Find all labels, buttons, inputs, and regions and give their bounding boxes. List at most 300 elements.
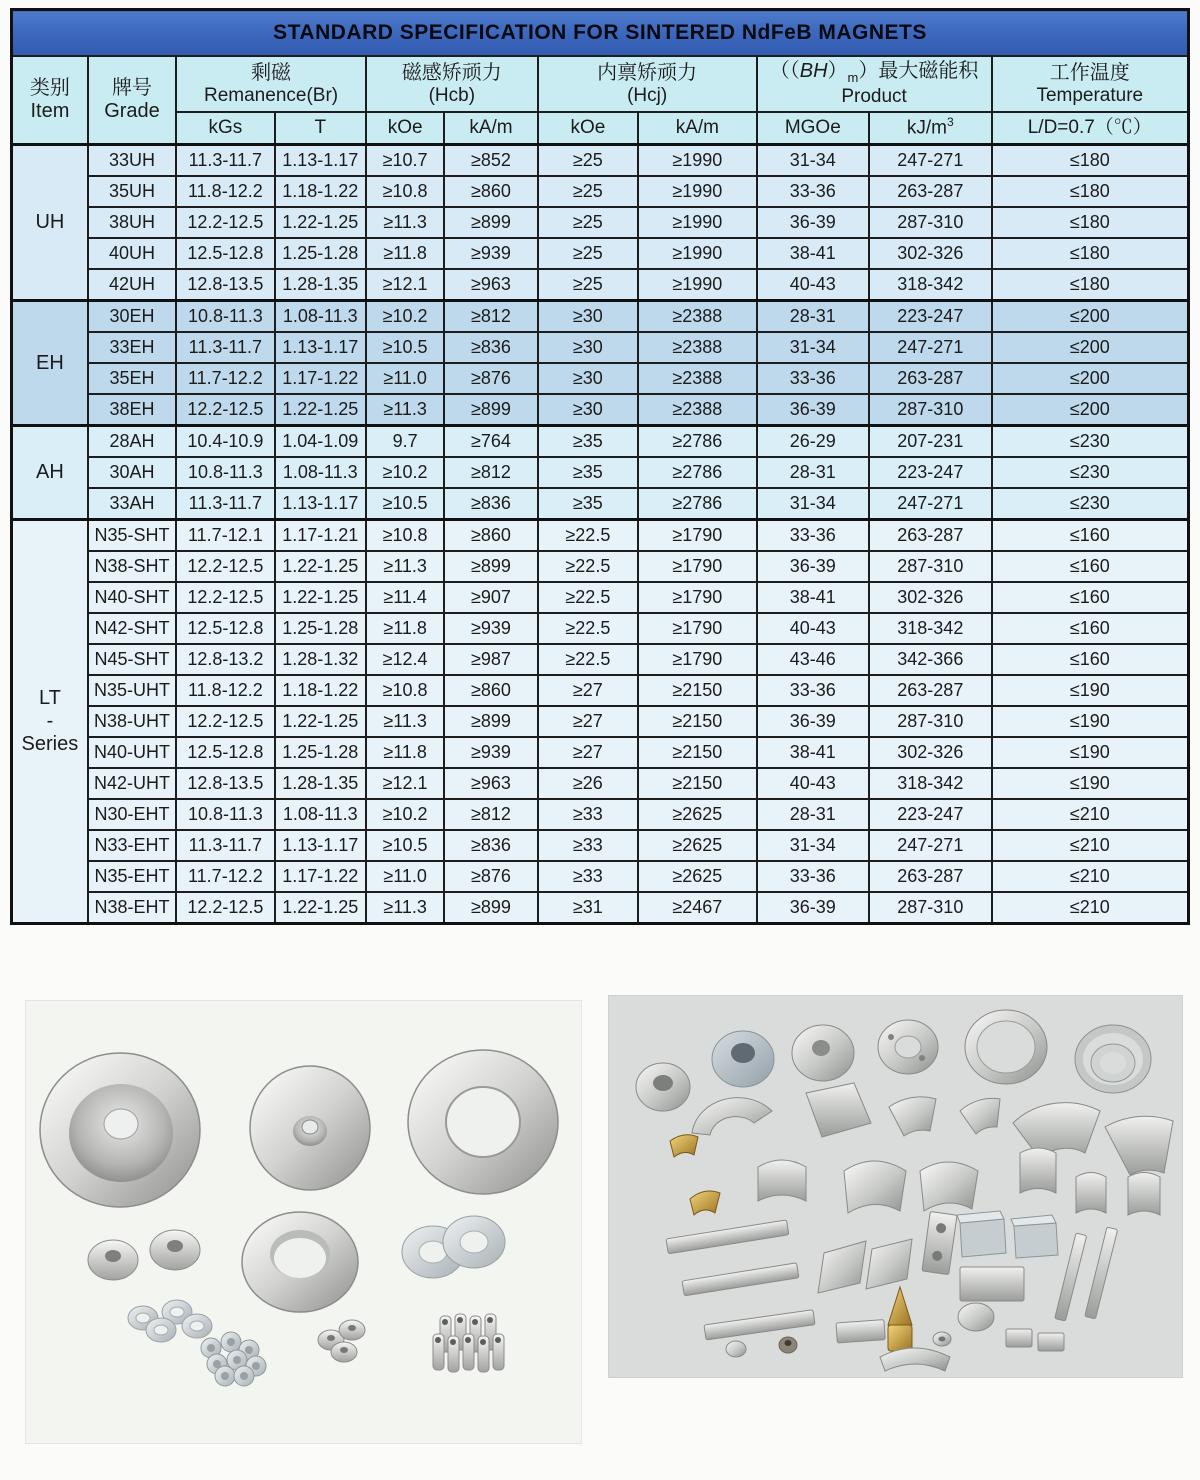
channel-arc-b — [1020, 1148, 1056, 1193]
cell-value: 31-34 — [757, 332, 869, 363]
gold-saddle-a — [670, 1135, 698, 1157]
table-row — [12, 176, 1189, 207]
cell-value: 40-43 — [757, 269, 869, 301]
table-row — [12, 861, 1189, 892]
table-row — [12, 737, 1189, 768]
cell-grade: 40UH — [88, 238, 176, 269]
cell-grade: 33EH — [88, 332, 176, 363]
cell-value: 33-36 — [757, 363, 869, 394]
unit-mgoe: MGOe — [757, 112, 869, 145]
table-row — [12, 799, 1189, 830]
spec-table — [10, 8, 1190, 925]
cell-value: ≥11.3 — [366, 394, 444, 426]
cell-value: 1.08-11.3 — [275, 301, 366, 333]
unit-hcb-kam: kA/m — [444, 112, 537, 145]
table-row — [12, 582, 1189, 613]
cell-value: ≥22.5 — [538, 582, 638, 613]
header-hcb-en: (Hcb) — [428, 84, 476, 106]
cell-value: ≤180 — [992, 145, 1189, 177]
cell-value: ≤230 — [992, 457, 1189, 488]
cell-value: 263-287 — [869, 861, 992, 892]
header-remanence — [176, 56, 366, 112]
parallelogram-pair — [818, 1239, 912, 1293]
cell-value: ≥939 — [444, 613, 537, 644]
cell-value: 12.2-12.5 — [176, 706, 274, 737]
cell-value: ≥907 — [444, 582, 537, 613]
header-product — [757, 56, 992, 112]
cell-value: ≥1790 — [638, 582, 756, 613]
cell-value: ≤160 — [992, 582, 1189, 613]
cell-value: ≤160 — [992, 520, 1189, 552]
cell-grade: 38EH — [88, 394, 176, 426]
table-row — [12, 238, 1189, 269]
cell-grade: 38UH — [88, 207, 176, 238]
cell-value: ≤210 — [992, 799, 1189, 830]
unit-hcj-koe: kOe — [538, 112, 638, 145]
table-row — [12, 145, 1189, 177]
header-hcj-cn: 内禀矫顽力 — [597, 61, 698, 84]
cell-value: 1.25-1.28 — [275, 238, 366, 269]
cell-grade: N33-EHT — [88, 830, 176, 861]
cell-value: 11.3-11.7 — [176, 332, 274, 363]
cell-value: ≥22.5 — [538, 551, 638, 582]
header-temperature-cn: 工作温度 — [1049, 61, 1130, 84]
cell-value: 28-31 — [757, 799, 869, 830]
cell-value: 247-271 — [869, 332, 992, 363]
cell-value: 43-46 — [757, 644, 869, 675]
table-row — [12, 363, 1189, 394]
cell-value: ≥10.8 — [366, 176, 444, 207]
cell-value: ≤200 — [992, 363, 1189, 394]
cell-value: 12.2-12.5 — [176, 892, 274, 924]
unit-hcj-kam: kA/m — [638, 112, 756, 145]
cell-value: 247-271 — [869, 830, 992, 861]
cell-value: 36-39 — [757, 394, 869, 426]
cell-value: ≥26 — [538, 768, 638, 799]
cell-value: ≥27 — [538, 706, 638, 737]
header-product-cn: $((BH)_m)$最大磁能积 — [769, 60, 979, 86]
cell-value: 1.17-1.22 — [275, 861, 366, 892]
group-label-uh: UH — [12, 145, 88, 301]
cell-value: ≥11.3 — [366, 892, 444, 924]
cell-value: 11.7-12.2 — [176, 861, 274, 892]
cell-value: ≥1990 — [638, 238, 756, 269]
cell-value: ≥25 — [538, 176, 638, 207]
cell-value: ≥939 — [444, 737, 537, 768]
cell-value: ≤180 — [992, 269, 1189, 301]
cell-grade: 28AH — [88, 426, 176, 458]
table-row — [12, 613, 1189, 644]
arc-segment-b — [960, 1098, 1000, 1134]
table-row — [12, 520, 1189, 552]
cell-value: ≥2625 — [638, 799, 756, 830]
cell-value: ≥31 — [538, 892, 638, 924]
cell-value: 28-31 — [757, 457, 869, 488]
cell-value: 1.08-11.3 — [275, 799, 366, 830]
cell-grade: N38-UHT — [88, 706, 176, 737]
cell-value: 12.2-12.5 — [176, 551, 274, 582]
cell-grade: 30EH — [88, 301, 176, 333]
header-grade — [88, 56, 176, 145]
cell-value: ≥25 — [538, 145, 638, 177]
cell-value: ≥30 — [538, 301, 638, 333]
cell-value: 11.7-12.2 — [176, 363, 274, 394]
photo-magnet-shapes — [608, 995, 1183, 1378]
cell-value: ≤190 — [992, 675, 1189, 706]
cell-value: ≥27 — [538, 675, 638, 706]
cell-value: ≥25 — [538, 207, 638, 238]
cell-value: ≥33 — [538, 799, 638, 830]
header-item-cn: 类别 — [29, 77, 70, 99]
header-remanence-cn: 剩磁 — [251, 61, 292, 84]
cell-grade: N35-UHT — [88, 675, 176, 706]
cell-value: ≥1790 — [638, 613, 756, 644]
cell-value: 1.13-1.17 — [275, 488, 366, 520]
cell-value: ≥939 — [444, 238, 537, 269]
cell-value: 318-342 — [869, 269, 992, 301]
cell-value: ≥2786 — [638, 426, 756, 458]
cell-value: ≥30 — [538, 332, 638, 363]
cell-value: 223-247 — [869, 799, 992, 830]
cell-value: ≥987 — [444, 644, 537, 675]
cell-value: 263-287 — [869, 176, 992, 207]
cell-value: ≥11.0 — [366, 861, 444, 892]
plate-with-two-holes — [922, 1211, 957, 1274]
group-label-ah: AH — [12, 426, 88, 520]
cell-value: 1.28-1.32 — [275, 644, 366, 675]
table-row — [12, 830, 1189, 861]
disc-with-hole — [792, 1025, 854, 1081]
cell-value: ≥11.8 — [366, 238, 444, 269]
gold-saddle-b — [690, 1191, 720, 1215]
cell-value: ≥812 — [444, 301, 537, 333]
table-row — [12, 644, 1189, 675]
cell-value: 10.8-11.3 — [176, 457, 274, 488]
cell-value: 12.8-13.5 — [176, 269, 274, 301]
wide-plate — [960, 1267, 1024, 1301]
cell-value: 31-34 — [757, 830, 869, 861]
cell-value: ≥860 — [444, 675, 537, 706]
cell-value: ≤200 — [992, 332, 1189, 363]
cell-value: 40-43 — [757, 768, 869, 799]
countersunk-disc-large — [40, 1053, 200, 1207]
cell-value: 31-34 — [757, 145, 869, 177]
cell-value: 1.13-1.17 — [275, 145, 366, 177]
cell-value: ≤200 — [992, 394, 1189, 426]
unit-kjm3: $kJ/m^3$ — [869, 112, 992, 145]
cell-value: ≤180 — [992, 238, 1189, 269]
cell-value: 1.08-11.3 — [275, 457, 366, 488]
cell-grade: N45-SHT — [88, 644, 176, 675]
cell-value: ≥876 — [444, 861, 537, 892]
cell-value: ≥836 — [444, 488, 537, 520]
spec-table-body — [12, 145, 1189, 924]
cell-value: 1.04-1.09 — [275, 426, 366, 458]
cell-value: ≥11.8 — [366, 613, 444, 644]
cell-value: ≤160 — [992, 613, 1189, 644]
cell-value: ≥899 — [444, 706, 537, 737]
cell-value: 36-39 — [757, 892, 869, 924]
cell-value: 263-287 — [869, 675, 992, 706]
cell-value: ≤180 — [992, 207, 1189, 238]
long-bar-stack — [666, 1220, 815, 1340]
cell-value: 33-36 — [757, 861, 869, 892]
cell-value: 33-36 — [757, 520, 869, 552]
table-row — [12, 426, 1189, 458]
washer-with-pinholes — [878, 1020, 938, 1074]
cell-value: ≥963 — [444, 269, 537, 301]
cell-value: 1.25-1.28 — [275, 613, 366, 644]
cell-value: ≥899 — [444, 892, 537, 924]
cell-value: ≤230 — [992, 488, 1189, 520]
cell-value: ≥12.4 — [366, 644, 444, 675]
cell-value: ≥2388 — [638, 332, 756, 363]
round-nickel-magnets-photo — [25, 1000, 582, 1444]
cell-value: ≥11.0 — [366, 363, 444, 394]
table-row — [12, 892, 1189, 924]
cell-value: 247-271 — [869, 488, 992, 520]
cell-value: ≥35 — [538, 488, 638, 520]
cell-value: 263-287 — [869, 363, 992, 394]
ring-large-polished — [965, 1010, 1047, 1084]
cell-value: 26-29 — [757, 426, 869, 458]
cell-value: ≥10.7 — [366, 145, 444, 177]
cell-value: ≥11.3 — [366, 706, 444, 737]
cell-value: 12.8-13.2 — [176, 644, 274, 675]
cell-value: 302-326 — [869, 582, 992, 613]
channel-arc-a — [758, 1160, 806, 1201]
ring-magnet-large — [408, 1050, 558, 1194]
tiny-countersunk-trio — [318, 1320, 365, 1362]
cell-value: 11.3-11.7 — [176, 830, 274, 861]
cell-grade: N30-EHT — [88, 799, 176, 830]
cell-value: ≥2150 — [638, 706, 756, 737]
cell-value: 1.28-1.35 — [275, 768, 366, 799]
cell-value: ≥2150 — [638, 737, 756, 768]
cell-grade: 35EH — [88, 363, 176, 394]
cell-value: 38-41 — [757, 582, 869, 613]
cell-value: 1.28-1.35 — [275, 269, 366, 301]
cell-value: 28-31 — [757, 301, 869, 333]
cell-value: 12.5-12.8 — [176, 238, 274, 269]
cell-value: ≥1990 — [638, 207, 756, 238]
header-hcj — [538, 56, 757, 112]
cell-grade: N42-SHT — [88, 613, 176, 644]
cell-value: ≥12.1 — [366, 269, 444, 301]
cell-value: ≥860 — [444, 520, 537, 552]
cell-value: ≥899 — [444, 394, 537, 426]
cell-value: 11.7-12.1 — [176, 520, 274, 552]
cell-value: ≥10.5 — [366, 488, 444, 520]
unit-hcb-koe: kOe — [366, 112, 444, 145]
cell-value: 1.13-1.17 — [275, 332, 366, 363]
cell-value: ≥852 — [444, 145, 537, 177]
photo-round-magnets — [25, 1000, 582, 1444]
cell-value: 33-36 — [757, 176, 869, 207]
cell-value: 12.5-12.8 — [176, 613, 274, 644]
cell-value: 1.22-1.25 — [275, 551, 366, 582]
group-label-lt: LT - Series — [12, 520, 88, 924]
cell-value: 12.8-13.5 — [176, 768, 274, 799]
cell-value: ≤180 — [992, 176, 1189, 207]
cell-value: 287-310 — [869, 706, 992, 737]
fan-segment-right — [1105, 1116, 1173, 1175]
table-row — [12, 768, 1189, 799]
cell-value: 1.25-1.28 — [275, 737, 366, 768]
cell-grade: 42UH — [88, 269, 176, 301]
cell-grade: 30AH — [88, 457, 176, 488]
cell-value: ≥1990 — [638, 269, 756, 301]
cell-value: ≥2786 — [638, 488, 756, 520]
cell-value: 318-342 — [869, 613, 992, 644]
cell-value: 1.18-1.22 — [275, 176, 366, 207]
cell-value: 287-310 — [869, 892, 992, 924]
cell-value: ≥22.5 — [538, 613, 638, 644]
table-title: STANDARD SPECIFICATION FOR SINTERED NdFeB MAGNETS — [12, 10, 1189, 57]
cell-value: ≥11.4 — [366, 582, 444, 613]
table-row — [12, 488, 1189, 520]
cell-value: 33-36 — [757, 675, 869, 706]
cell-value: 11.3-11.7 — [176, 488, 274, 520]
cell-value: ≤190 — [992, 737, 1189, 768]
cell-value: ≤210 — [992, 892, 1189, 924]
cell-grade: N35-SHT — [88, 520, 176, 552]
countersunk-disc-small-pair — [88, 1230, 200, 1280]
cell-value: 11.3-11.7 — [176, 145, 274, 177]
cell-value: ≥2150 — [638, 675, 756, 706]
cell-value: 12.5-12.8 — [176, 737, 274, 768]
blade-segment — [806, 1083, 871, 1137]
table-row — [12, 301, 1189, 333]
cell-value: 11.8-12.2 — [176, 176, 274, 207]
cell-value: 10.8-11.3 — [176, 799, 274, 830]
cell-value: ≥1990 — [638, 145, 756, 177]
channel-arc-c — [1076, 1173, 1106, 1214]
cell-value: ≥11.3 — [366, 207, 444, 238]
cell-value: 223-247 — [869, 457, 992, 488]
cell-value: ≥22.5 — [538, 520, 638, 552]
cell-value: 1.18-1.22 — [275, 675, 366, 706]
header-item — [12, 56, 88, 145]
arc-segment-a — [889, 1097, 936, 1136]
thin-bar-pair — [1055, 1227, 1118, 1321]
cell-value: 12.2-12.5 — [176, 394, 274, 426]
cell-value: 302-326 — [869, 737, 992, 768]
cell-value: ≤200 — [992, 301, 1189, 333]
table-row — [12, 207, 1189, 238]
cell-value: 40-43 — [757, 613, 869, 644]
half-ring-arc — [692, 1098, 772, 1135]
cell-grade: 35UH — [88, 176, 176, 207]
assorted-magnet-shapes-photo — [608, 995, 1183, 1378]
table-row — [12, 332, 1189, 363]
cell-grade: N38-EHT — [88, 892, 176, 924]
cell-value: ≥876 — [444, 363, 537, 394]
cell-value: ≥25 — [538, 269, 638, 301]
gold-bullet — [888, 1287, 912, 1351]
cell-value: 12.2-12.5 — [176, 207, 274, 238]
unit-ld: L/D=0.7（℃） — [992, 112, 1189, 145]
cell-grade: N42-UHT — [88, 768, 176, 799]
header-temperature — [992, 56, 1189, 112]
cell-value: 1.22-1.25 — [275, 394, 366, 426]
cell-value: 247-271 — [869, 145, 992, 177]
cell-value: ≥30 — [538, 394, 638, 426]
cylinder-magnet-group — [433, 1314, 504, 1372]
cell-value: ≤210 — [992, 861, 1189, 892]
cell-value: ≥10.5 — [366, 830, 444, 861]
cell-grade: N38-SHT — [88, 551, 176, 582]
cell-value: 1.17-1.22 — [275, 363, 366, 394]
cell-value: 1.22-1.25 — [275, 582, 366, 613]
cell-value: 207-231 — [869, 426, 992, 458]
cell-value: 36-39 — [757, 207, 869, 238]
cell-value: 12.2-12.5 — [176, 582, 274, 613]
gray-block-pair — [957, 1211, 1058, 1258]
cell-grade: N35-EHT — [88, 861, 176, 892]
cell-value: ≥30 — [538, 363, 638, 394]
cell-value: ≥27 — [538, 737, 638, 768]
cell-value: ≥812 — [444, 799, 537, 830]
cell-value: ≥11.8 — [366, 737, 444, 768]
cell-value: ≥11.3 — [366, 551, 444, 582]
cell-value: ≥10.8 — [366, 675, 444, 706]
cell-value: 36-39 — [757, 706, 869, 737]
cell-value: ≥2467 — [638, 892, 756, 924]
cell-value: ≤160 — [992, 644, 1189, 675]
cell-value: 11.8-12.2 — [176, 675, 274, 706]
table-row — [12, 675, 1189, 706]
cell-value: ≥2150 — [638, 768, 756, 799]
cell-grade: N40-UHT — [88, 737, 176, 768]
cell-value: 1.22-1.25 — [275, 706, 366, 737]
countersunk-disc-medium — [250, 1066, 370, 1190]
table-row — [12, 394, 1189, 426]
cell-value: ≥22.5 — [538, 644, 638, 675]
loaf-arc-b — [920, 1162, 978, 1211]
cell-value: ≥25 — [538, 238, 638, 269]
cell-value: ≤190 — [992, 768, 1189, 799]
cell-value: ≥836 — [444, 830, 537, 861]
cell-value: ≥963 — [444, 768, 537, 799]
header-product-en: Product — [841, 86, 907, 108]
cell-value: ≥899 — [444, 207, 537, 238]
header-grade-en: Grade — [104, 100, 160, 122]
cell-value: 38-41 — [757, 737, 869, 768]
header-temperature-en: Temperature — [1036, 84, 1144, 106]
cell-value: 263-287 — [869, 520, 992, 552]
cell-value: ≥10.2 — [366, 457, 444, 488]
cell-value: 10.4-10.9 — [176, 426, 274, 458]
cell-value: ≥35 — [538, 426, 638, 458]
cell-value: ≥860 — [444, 176, 537, 207]
header-grade-cn: 牌号 — [111, 77, 152, 99]
cell-value: ≥10.2 — [366, 301, 444, 333]
unit-kgs: kGs — [176, 112, 274, 145]
cell-value: ≥12.1 — [366, 768, 444, 799]
cell-value: ≥1990 — [638, 176, 756, 207]
cell-value: 31-34 — [757, 488, 869, 520]
cell-value: ≥812 — [444, 457, 537, 488]
cell-value: ≥33 — [538, 861, 638, 892]
ring-magnet-thick — [242, 1212, 358, 1312]
cell-value: 287-310 — [869, 551, 992, 582]
cell-value: ≥2388 — [638, 301, 756, 333]
cell-value: 287-310 — [869, 394, 992, 426]
cell-value: ≥33 — [538, 830, 638, 861]
table-row — [12, 269, 1189, 301]
cell-value: ≥899 — [444, 551, 537, 582]
